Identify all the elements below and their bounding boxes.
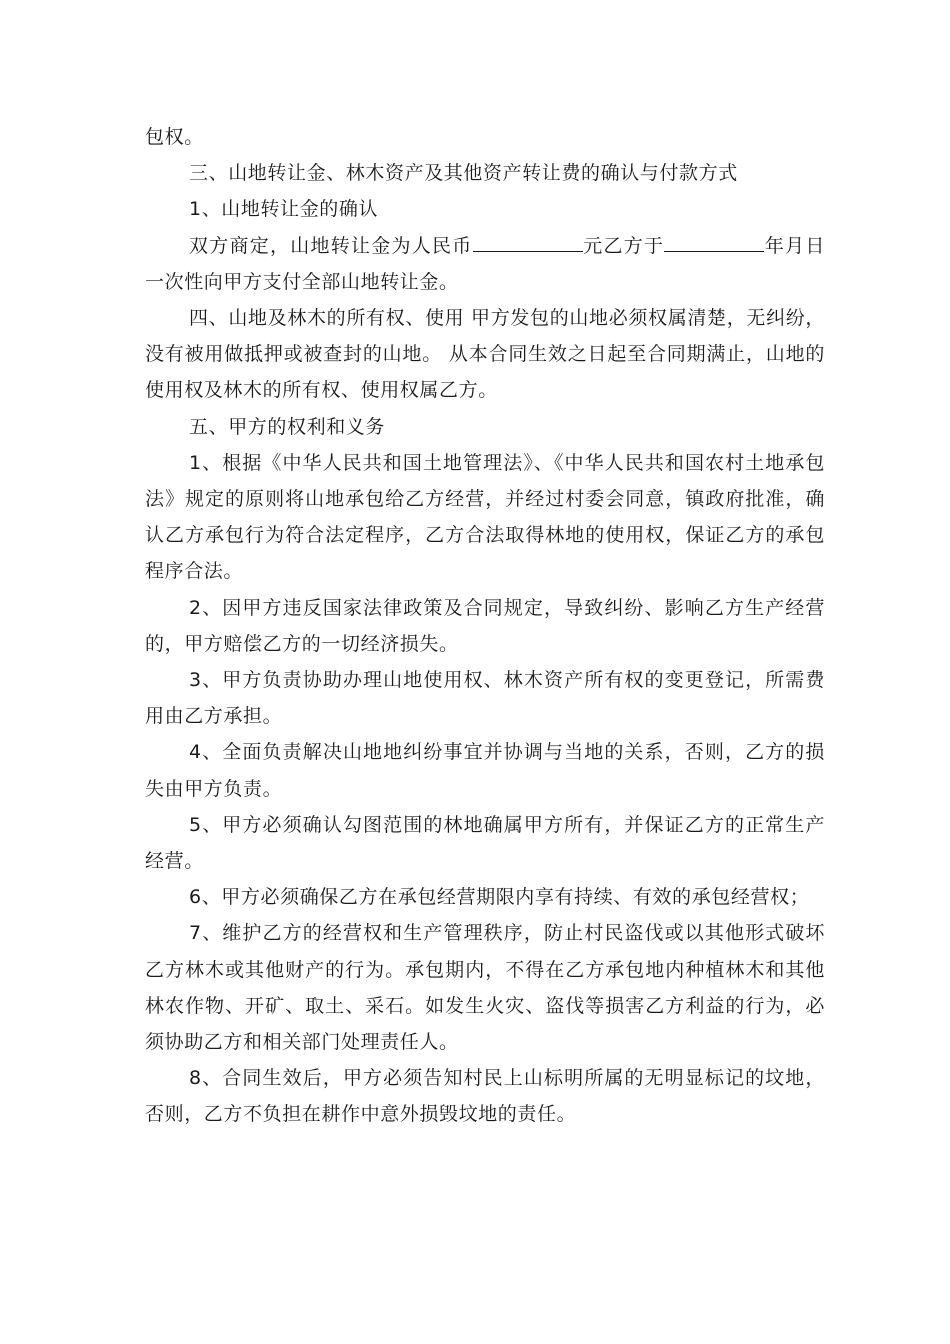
clause-5-3: 3、甲方负责协助办理山地使用权、林木资产所有权的变更登记，所需费用由乙方承担。 bbox=[145, 669, 825, 728]
document-body bbox=[145, 119, 825, 1133]
clause-5-8: 8、合同生效后，甲方必须告知村民上山标明所属的无明显标记的坟地，否则，乙方不负担在耕作中意外损毁坟地的责任。 bbox=[145, 1067, 825, 1126]
clause-5-4: 4、全面负责解决山地地纠纷事宜并协调与当地的关系，否则，乙方的损失由甲方负责。 bbox=[145, 741, 825, 800]
clause-5-5: 5、甲方必须确认勾图范围的林地确属甲方所有，并保证乙方的正常生产经营。 bbox=[145, 813, 825, 873]
amount-blank-line bbox=[473, 232, 583, 252]
payment-clause bbox=[145, 228, 825, 300]
date-blank-line bbox=[664, 232, 764, 252]
clause-5-6: 6、甲方必须确保乙方在承包经营期限内享有持续、有效的承包经营权； bbox=[189, 886, 810, 909]
subsection-heading-3-1: 1、山地转让金的确认 bbox=[189, 198, 379, 221]
payment-clause-text-1: 双方商定，山地转让金为人民币 bbox=[189, 234, 473, 257]
clause-5-1: 1、根据《中华人民共和国土地管理法》、《中华人民共和国农村土地承包法》规定的原则将山地承包给乙方经营，并经过村委会同意，镇政府批准，确认乙方承包行为符合法定程序，乙方合法取得林地的使用权，保证乙方的承包程序合法。 bbox=[145, 451, 825, 583]
section-heading-3: 三、山地转让金、林木资产及其他资产转让费的确认与付款方式 bbox=[189, 162, 738, 185]
paragraph-continuation: 包权。 bbox=[145, 126, 204, 148]
clause-5-7: 7、维护乙方的经营权和生产管理秩序，防止村民盗伐或以其他形式破坏乙方林木或其他财产的行为。承包期内，不得在乙方承包地内种植林木和其他林农作物、开矿、取土、采石。如发生火灾、盗伐等损害乙方利益的行为，必须协助乙方和相关部门处理责任人。 bbox=[145, 922, 825, 1054]
payment-clause-text-3: 年月日一次性向甲方支付全部山地转让金。 bbox=[145, 234, 825, 293]
clause-5-2: 2、因甲方违反国家法律政策及合同规定，导致纠纷、影响乙方生产经营的，甲方赔偿乙方的一切经济损失。 bbox=[145, 596, 825, 655]
payment-clause-text-2: 元乙方于 bbox=[582, 234, 665, 257]
section-heading-4: 四、山地及林木的所有权、使用 甲方发包的山地必须权属清楚，无纠纷，没有被用做抵押或被查封的山地。 从本合同生效之日起至合同期满止，山地的使用权及林木的所有权、使用权属乙方。 bbox=[145, 307, 825, 402]
section-heading-5: 五、甲方的权利和义务 bbox=[189, 415, 386, 438]
